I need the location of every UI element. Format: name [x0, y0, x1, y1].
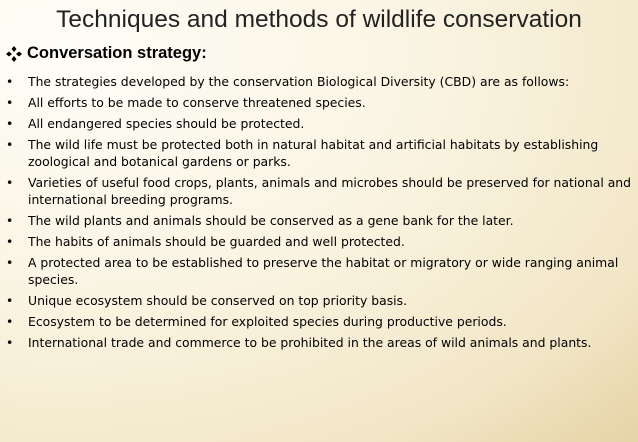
list-item — [6, 136, 632, 170]
list-item — [6, 212, 632, 229]
list-item-text: A protected area to be established to preserve the habitat or migratory or wide ranging animal species. — [28, 255, 619, 287]
list-item — [6, 115, 632, 132]
list-item-text: The strategies developed by the conservation Biological Diversity (CBD) are as follows: — [28, 74, 570, 89]
subheading — [6, 44, 207, 63]
list-item-text: The habits of animals should be guarded and well protected. — [28, 234, 405, 249]
bullet-icon: • — [6, 95, 14, 110]
bullet-icon: • — [6, 74, 14, 89]
list-item — [6, 174, 632, 208]
slide-title: Techniques and methods of wildlife conservation — [56, 6, 582, 33]
list-item-text: All endangered species should be protected. — [28, 116, 305, 131]
bullet-icon: • — [6, 116, 14, 131]
bullet-icon: • — [6, 213, 14, 228]
list-item-text: Unique ecosystem should be conserved on top priority basis. — [28, 293, 408, 308]
list-item — [6, 313, 632, 330]
list-item-text: Varieties of useful food crops, plants, animals and microbes should be preserved for national and international breeding programs. — [28, 175, 632, 207]
bullet-icon: • — [6, 314, 14, 329]
bullet-icon: • — [6, 335, 14, 350]
subheading-text: Conversation strategy: — [27, 44, 207, 62]
bullet-icon: • — [6, 255, 14, 270]
list-item-text: Ecosystem to be determined for exploited species during productive periods. — [28, 314, 507, 329]
four-diamond-bullet-icon — [6, 46, 22, 62]
list-item — [6, 233, 632, 250]
bullet-icon: • — [6, 137, 14, 152]
list-item-text: International trade and commerce to be prohibited in the areas of wild animals and plants. — [28, 335, 592, 350]
list-item — [6, 73, 632, 90]
bullet-icon: • — [6, 293, 14, 308]
bullet-icon: • — [6, 234, 14, 249]
list-item — [6, 292, 632, 309]
bullet-icon: • — [6, 175, 14, 190]
list-item — [6, 334, 632, 351]
bullet-list — [6, 73, 632, 355]
list-item-text: All efforts to be made to conserve threatened species. — [28, 95, 366, 110]
list-item — [6, 94, 632, 111]
list-item-text: The wild plants and animals should be conserved as a gene bank for the later. — [28, 213, 514, 228]
list-item-text: The wild life must be protected both in natural habitat and artificial habitats by establishing zoological and botanical gardens or parks. — [28, 137, 599, 169]
list-item — [6, 254, 632, 288]
